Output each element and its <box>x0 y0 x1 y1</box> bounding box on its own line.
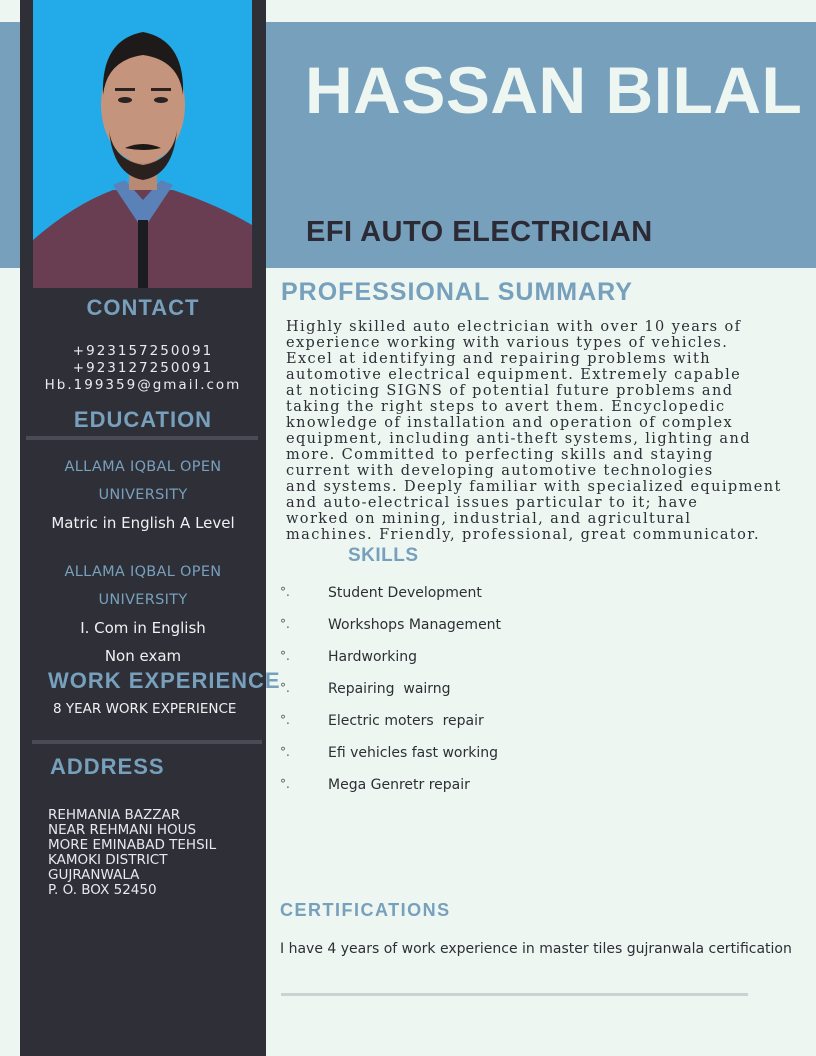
work-divider <box>32 740 262 744</box>
skill-item <box>280 585 501 617</box>
summary-line: at noticing SIGNS of potential future problems and <box>286 383 734 399</box>
summary-line: Excel at identifying and repairing problems with <box>286 351 711 367</box>
skill-label: Efi vehicles fast working <box>328 745 498 761</box>
skill-item <box>280 777 501 809</box>
summary-line: Highly skilled auto electrician with over 10 years of <box>286 319 742 335</box>
bullet-icon: °. <box>280 585 290 599</box>
email-address: Hb.199359@gmail.com <box>44 377 242 393</box>
address-block <box>48 808 216 898</box>
summary-line: and systems. Deeply familiar with specialized equipment <box>286 479 782 495</box>
bullet-icon: °. <box>280 617 290 631</box>
contact-info <box>20 343 266 394</box>
address-line: MORE EMINABAD TEHSIL <box>48 837 217 853</box>
contact-heading: CONTACT <box>86 295 200 320</box>
institution: UNIVERSITY <box>98 487 188 503</box>
summary-line: knowledge of installation and operation of complex <box>286 415 734 431</box>
phone-primary: +923157250091 <box>72 343 214 359</box>
address-line: KAMOKI DISTRICT <box>48 852 168 868</box>
address-line: NEAR REHMANI HOUS <box>48 822 197 838</box>
bullet-icon: °. <box>280 713 290 727</box>
degree: I. Com in English <box>80 619 206 637</box>
address-heading: ADDRESS <box>50 754 165 779</box>
summary-line: and auto-electrical issues particular to it; have <box>286 495 699 511</box>
skill-label: Electric moters repair <box>328 713 484 729</box>
skill-item <box>280 617 501 649</box>
summary-line: equipment, including anti-theft systems, lighting and <box>286 431 751 447</box>
summary-line: experience working with various types of vehicles. <box>286 335 729 351</box>
skill-item <box>280 745 501 777</box>
skill-label: Mega Genretr repair <box>328 777 470 793</box>
education-entry <box>20 453 266 537</box>
phone-secondary: +923127250091 <box>72 360 214 376</box>
skills-list <box>280 585 501 809</box>
summary-line: automotive electrical equipment. Extremely capable <box>286 367 742 383</box>
address-line: P. O. BOX 52450 <box>48 882 157 898</box>
summary-line: machines. Friendly, professional, great communicator. <box>286 527 761 543</box>
work-experience-heading: WORK EXPERIENCE <box>48 668 281 693</box>
summary-heading: PROFESSIONAL SUMMARY <box>281 278 633 306</box>
skill-item <box>280 649 501 681</box>
summary-line: taking the right steps to avert them. Encyclopedic <box>286 399 726 415</box>
degree-note: Non exam <box>104 647 182 665</box>
job-title: EFI AUTO ELECTRICIAN <box>306 216 653 248</box>
certification-text: I have 4 years of work experience in master tiles gujranwala certification <box>280 941 792 957</box>
profile-photo <box>33 0 252 288</box>
certification-divider <box>281 993 748 996</box>
bullet-icon: °. <box>280 745 290 759</box>
candidate-name: HASSAN BILAL <box>305 53 803 127</box>
address-line: GUJRANWALA <box>48 867 140 883</box>
education-divider <box>26 436 258 440</box>
institution: ALLAMA IQBAL OPEN <box>64 459 222 475</box>
bullet-icon: °. <box>280 681 290 695</box>
degree: Matric in English A Level <box>51 514 235 532</box>
summary-line: current with developing automotive technologies <box>286 463 714 479</box>
certifications-heading: CERTIFICATIONS <box>280 900 451 920</box>
summary-line: more. Committed to perfecting skills and staying <box>286 447 714 463</box>
address-line: REHMANIA BAZZAR <box>48 807 181 823</box>
skill-label: Student Development <box>328 585 482 601</box>
skill-label: Workshops Management <box>328 617 502 633</box>
skill-label: Hardworking <box>328 649 418 665</box>
skill-label: Repairing wairng <box>328 681 451 697</box>
bullet-icon: °. <box>280 649 290 663</box>
education-entry <box>20 558 266 670</box>
skills-heading: SKILLS <box>348 545 419 566</box>
work-experience-text: 8 YEAR WORK EXPERIENCE <box>53 701 237 717</box>
institution: ALLAMA IQBAL OPEN <box>64 564 222 580</box>
institution: UNIVERSITY <box>98 592 188 608</box>
education-heading: EDUCATION <box>73 407 213 432</box>
summary-line: worked on mining, industrial, and agricultural <box>286 511 692 527</box>
skill-item <box>280 713 501 745</box>
skill-item <box>280 681 501 713</box>
bullet-icon: °. <box>280 777 290 791</box>
summary-text <box>286 319 816 543</box>
